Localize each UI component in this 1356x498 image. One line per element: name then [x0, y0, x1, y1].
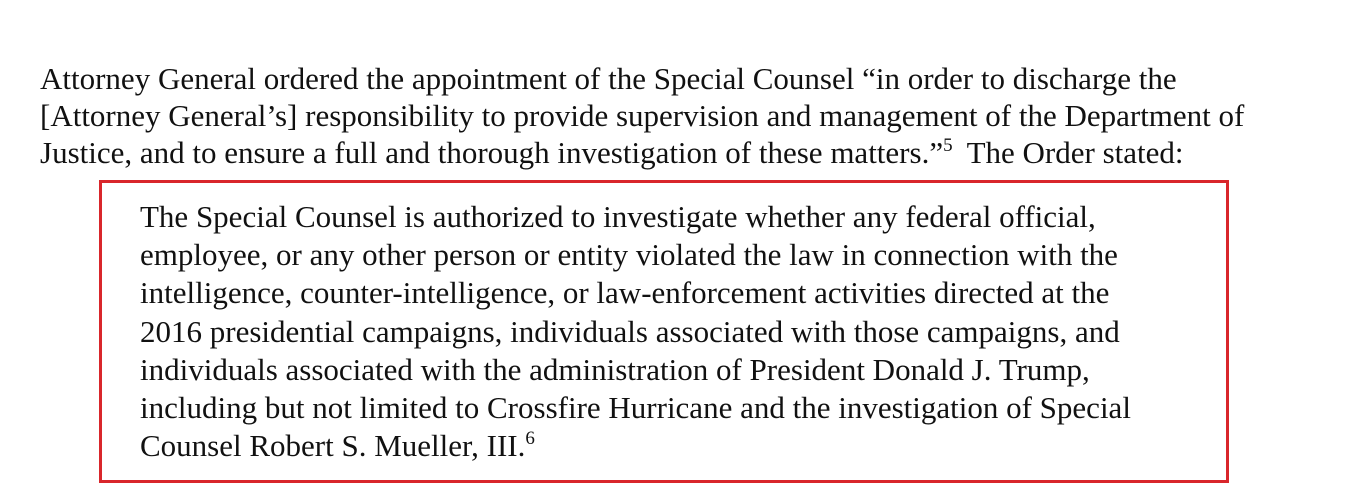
intro-line-3 — [40, 134, 1340, 171]
intro-line-1: Attorney General ordered the appointment of the Special Counsel “in order to discharge the — [40, 61, 1177, 96]
quote-line-2: employee, or any other person or entity violated the law in connection with the — [140, 237, 1118, 273]
quote-line-4: 2016 presidential campaigns, individuals associated with those campaigns, and — [140, 313, 1120, 349]
quote-line-1: The Special Counsel is authorized to investigate whether any federal official, — [140, 199, 1096, 234]
quote-line-3: intelligence, counter-intelligence, or law-enforcement activities directed at the — [140, 275, 1110, 311]
quote-line-7-text: Counsel Robert S. Mueller, III. — [140, 428, 526, 464]
quote-line-5: individuals associated with the administration of President Donald J. Trump, — [140, 351, 1090, 387]
intro-paragraph — [40, 60, 1340, 171]
footnote-ref-6[interactable]: 6 — [525, 428, 535, 450]
quote-line-7 — [140, 427, 1220, 465]
footnote-ref-5[interactable]: 5 — [943, 135, 953, 156]
block-quote — [140, 198, 1220, 465]
intro-line-2: [Attorney General’s] responsibility to provide supervision and management of the Department of — [40, 98, 1245, 133]
intro-tail: The Order stated: — [966, 135, 1184, 170]
quote-line-6: including but not limited to Crossfire Hurricane and the investigation of Special — [140, 390, 1131, 426]
intro-line-3-text: Justice, and to ensure a full and thorough investigation of these matters.” — [40, 135, 944, 170]
